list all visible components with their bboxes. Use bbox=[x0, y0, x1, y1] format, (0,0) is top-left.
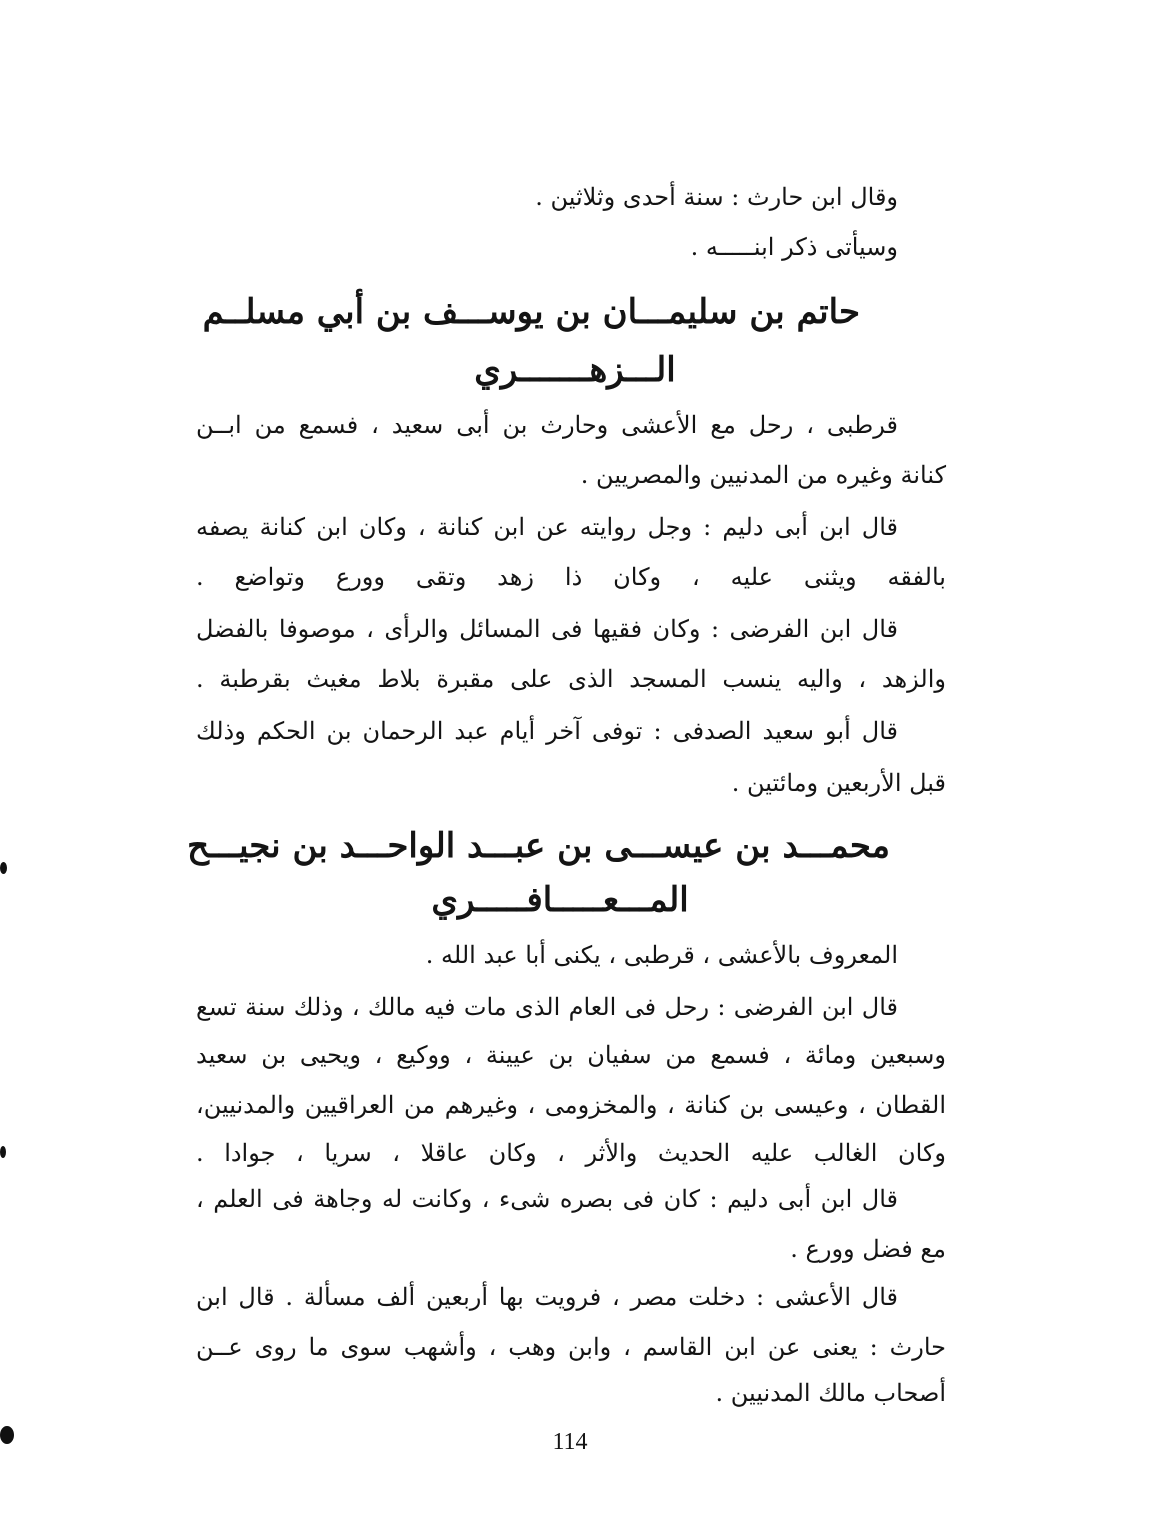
page-number: 114 bbox=[552, 1429, 588, 1455]
text-line: القطان ، وعيسى بن كنانة ، والمخزومى ، وغيرهم من العراقيين والمدنيين، bbox=[196, 1091, 946, 1119]
section-heading: محمـــد بن عيســـى بن عبـــد الواحـــد بن نجيـــح bbox=[187, 826, 890, 866]
text-line: المعروف بالأعشى ، قرطبى ، يكنى أبا عبد الله . bbox=[425, 941, 898, 969]
text-line: قال أبو سعيد الصدفى : توفى آخر أيام عبد الرحمان بن الحكم وذلك bbox=[196, 717, 898, 745]
text-line: حارث : يعنى عن ابن القاسم ، وابن وهب ، وأشهب سوى ما روى عــن bbox=[196, 1333, 946, 1361]
scan-speck bbox=[0, 1426, 14, 1444]
text-line: وكان الغالب عليه الحديث والأثر ، وكان عاقلا ، سريا ، جوادا . bbox=[196, 1139, 946, 1167]
text-line: أصحاب مالك المدنيين . bbox=[715, 1379, 946, 1407]
text-line: قال ابن الفرضى : وكان فقيها فى المسائل والرأى ، موصوفا بالفضل bbox=[196, 615, 898, 643]
text-line: بالفقه ويثنى عليه ، وكان ذا زهد وتقى وورع وتواضع . bbox=[196, 563, 946, 591]
text-line: كنانة وغيره من المدنيين والمصريين . bbox=[580, 461, 946, 489]
section-heading-subline: المـــعـــــافـــــري bbox=[431, 880, 689, 920]
text-line: قال ابن أبى دليم : وجل روايته عن ابن كنانة ، وكان ابن كنانة يصفه bbox=[196, 513, 898, 541]
text-line: مع فضل وورع . bbox=[790, 1235, 946, 1263]
text-line: وسبعين ومائة ، فسمع من سفيان بن عيينة ، ووكيع ، ويحيى بن سعيد bbox=[196, 1041, 946, 1069]
text-line: قرطبى ، رحل مع الأعشى وحارث بن أبى سعيد ، فسمع من ابــن bbox=[196, 411, 898, 439]
text-line: قال ابن أبى دليم : كان فى بصره شىء ، وكانت له وجاهة فى العلم ، bbox=[196, 1185, 898, 1213]
text-line: وقال ابن حارث : سنة أحدى وثلاثين . bbox=[535, 183, 898, 211]
section-heading: حاتم بن سليمـــان بن يوســـف بن أبي مسلــم bbox=[202, 292, 860, 332]
text-line: قال الأعشى : دخلت مصر ، فرويت بها أربعين ألف مسألة . قال ابن bbox=[196, 1283, 898, 1311]
text-line: قال ابن الفرضى : رحل فى العام الذى مات فيه مالك ، وذلك سنة تسع bbox=[196, 993, 898, 1021]
text-line: قبل الأربعين ومائتين . bbox=[731, 769, 946, 797]
text-line: والزهد ، واليه ينسب المسجد الذى على مقبرة بلاط مغيث بقرطبة . bbox=[196, 665, 946, 693]
scan-speck bbox=[0, 862, 7, 874]
scan-speck bbox=[0, 1146, 6, 1158]
section-heading-subline: الـــزهـــــــري bbox=[474, 350, 676, 390]
text-line: وسيأتى ذكر ابنـــــه . bbox=[690, 233, 898, 261]
